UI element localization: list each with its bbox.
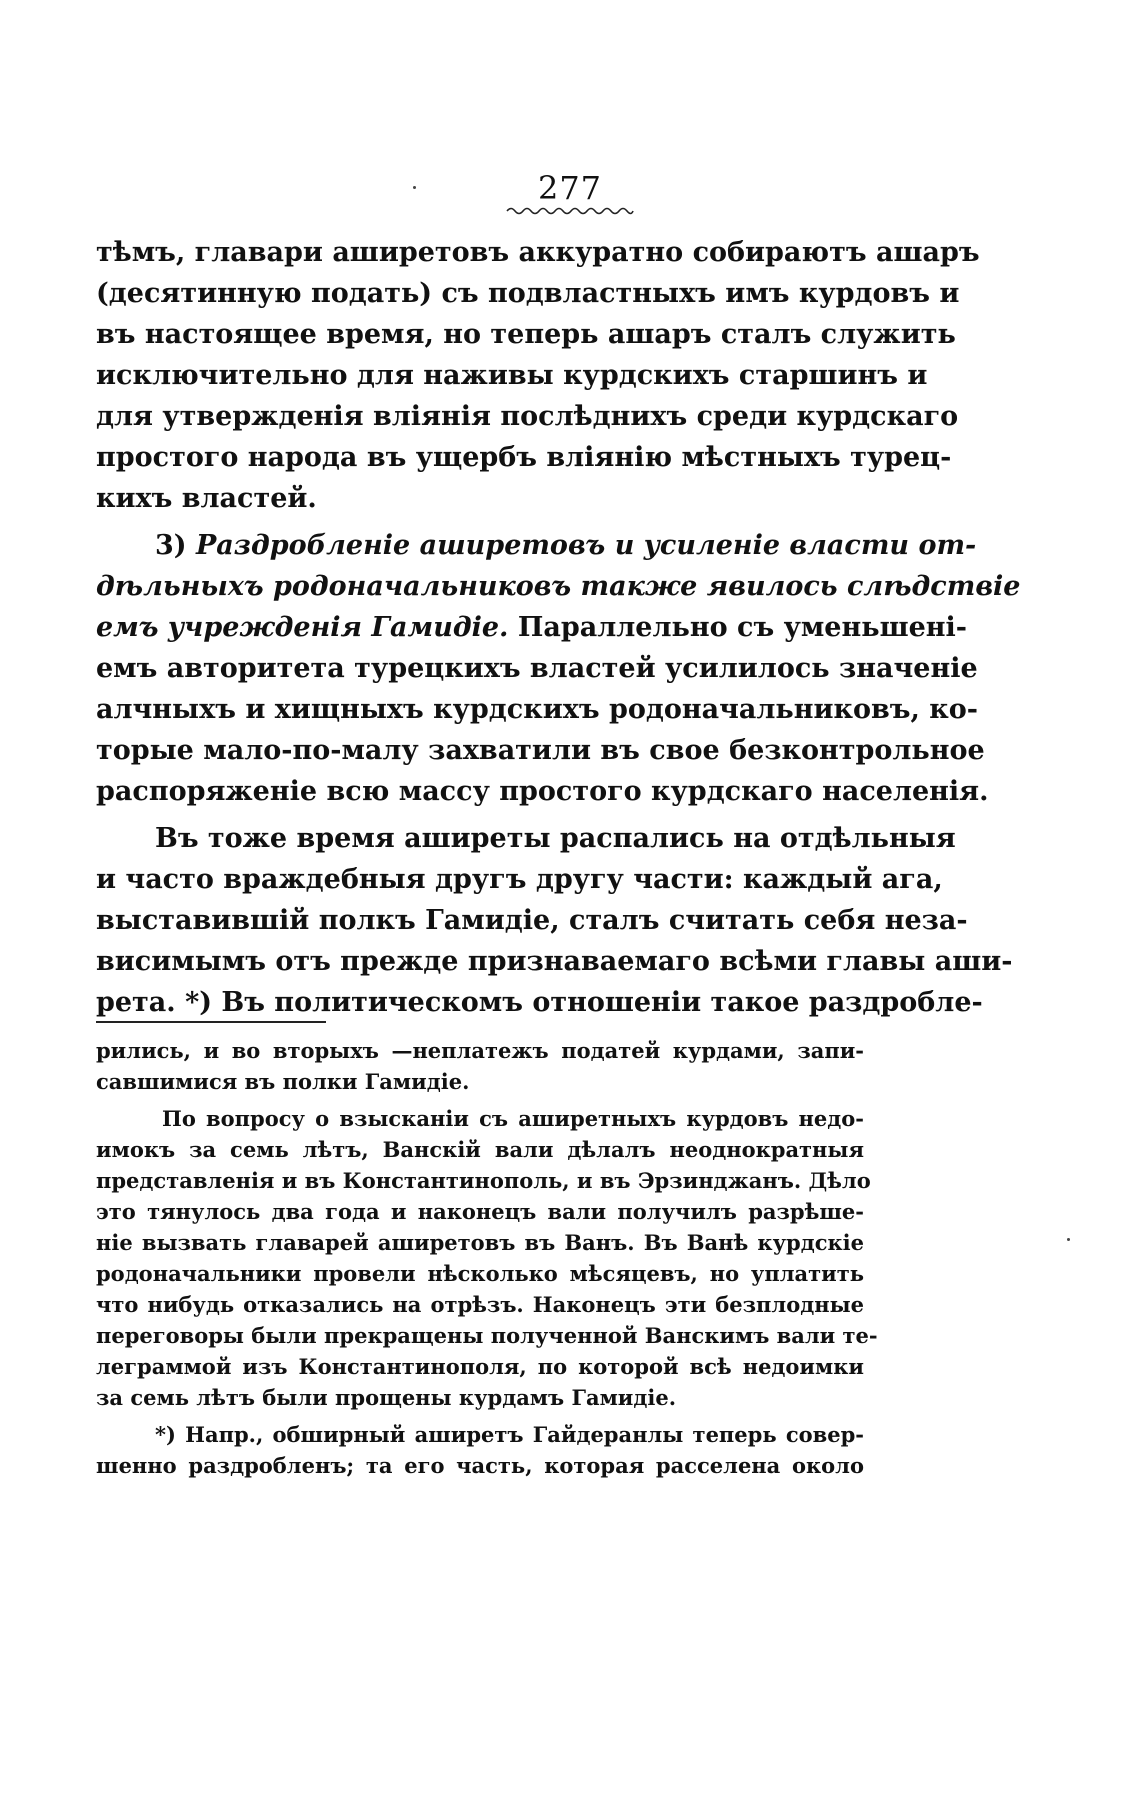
- footnote-line: По вопросу о взысканіи съ аширетныхъ курдовъ недо-: [162, 1106, 864, 1131]
- text-line: распоряженіе всю массу простого курдскаго населенія.: [96, 776, 989, 807]
- footnote-line: рились, и во вторыхъ —неплатежъ податей курдами, запи-: [96, 1038, 864, 1063]
- text-line: емъ авторитета турецкихъ властей усилилось значеніе: [96, 653, 978, 684]
- text-line: Въ тоже время аширеты распались на отдѣльныя: [155, 823, 956, 854]
- text-line: [155, 528, 977, 564]
- italic-heading: дѣльныхъ родоначальниковъ также явилось слѣдствіе: [96, 571, 1021, 602]
- footnote-line: *) Напр., обширный аширетъ Гайдеранлы теперь совер-: [155, 1422, 864, 1447]
- italic-heading: емъ учрежденія Гамидіе.: [96, 612, 509, 643]
- scan-speck: [413, 186, 416, 189]
- text-line: рета. *) Въ политическомъ отношеніи такое раздробле-: [96, 987, 983, 1018]
- page-number-ornament-icon: [0, 202, 1140, 216]
- text-line: тѣмъ, главари аширетовъ аккуратно собираютъ ашаръ: [96, 237, 980, 268]
- text-line: висимымъ отъ прежде признаваемаго всѣми главы аши-: [96, 946, 1013, 977]
- text-line: (десятинную подать) съ подвластныхъ имъ курдовъ и: [96, 278, 960, 309]
- footnote-line: имокъ за семь лѣтъ, Ванскій вали дѣлалъ неоднократныя: [96, 1137, 864, 1162]
- italic-heading: Раздробленіе аширетовъ и усиленіе власти от-: [195, 530, 977, 561]
- text-line: выставившій полкъ Гамидіе, сталъ считать себя неза-: [96, 905, 968, 936]
- footnote-line: леграммой изъ Константинополя, по которой всѣ недоимки: [96, 1354, 864, 1379]
- footnote-line: родоначальники провели нѣсколько мѣсяцевъ, но уплатить: [96, 1261, 864, 1286]
- footnote-separator: [96, 1021, 326, 1023]
- text-line: исключительно для наживы курдскихъ старшинъ и: [96, 360, 928, 391]
- text-line: въ настоящее время, но теперь ашаръ сталъ служить: [96, 319, 956, 350]
- text-line: простого народа въ ущербъ вліянію мѣстныхъ турец-: [96, 442, 952, 473]
- page-number: 277: [537, 169, 603, 207]
- footnote-line: это тянулось два года и наконецъ вали получилъ разрѣше-: [96, 1199, 864, 1224]
- scan-speck: [1067, 1238, 1070, 1241]
- footnote-line: ніе вызвать главарей аширетовъ въ Ванъ. Въ Ванѣ курдскіе: [96, 1230, 864, 1255]
- text-line: кихъ властей.: [96, 483, 317, 514]
- text-line: для утвержденія вліянія послѣднихъ среди курдскаго: [96, 401, 959, 432]
- footnote-line: савшимися въ полки Гамидіе.: [96, 1069, 470, 1094]
- footnote-line: шенно раздробленъ; та его часть, которая расселена около: [96, 1453, 864, 1478]
- text-line: [96, 610, 967, 646]
- footnote-line: переговоры были прекращены полученной Ванскимъ вали те-: [96, 1323, 878, 1348]
- text-line: алчныхъ и хищныхъ курдскихъ родоначальниковъ, ко-: [96, 694, 979, 725]
- text-line: и часто враждебныя другъ другу части: каждый ага,: [96, 864, 943, 895]
- text-line: торые мало-по-малу захватили въ свое безконтрольное: [96, 735, 985, 766]
- footnote-line: что нибудь отказались на отрѣзъ. Наконецъ эти безплодные: [96, 1292, 864, 1317]
- wavy-line-icon: [505, 205, 635, 217]
- section-number: 3): [155, 530, 196, 561]
- text-line: [96, 569, 1021, 605]
- footnote-line: представленія и въ Константинополь, и въ Эрзинджанъ. Дѣло: [96, 1168, 871, 1193]
- footnote-line: за семь лѣтъ были прощены курдамъ Гамидіе.: [96, 1385, 677, 1410]
- text-run: Параллельно съ уменьшені-: [508, 612, 967, 643]
